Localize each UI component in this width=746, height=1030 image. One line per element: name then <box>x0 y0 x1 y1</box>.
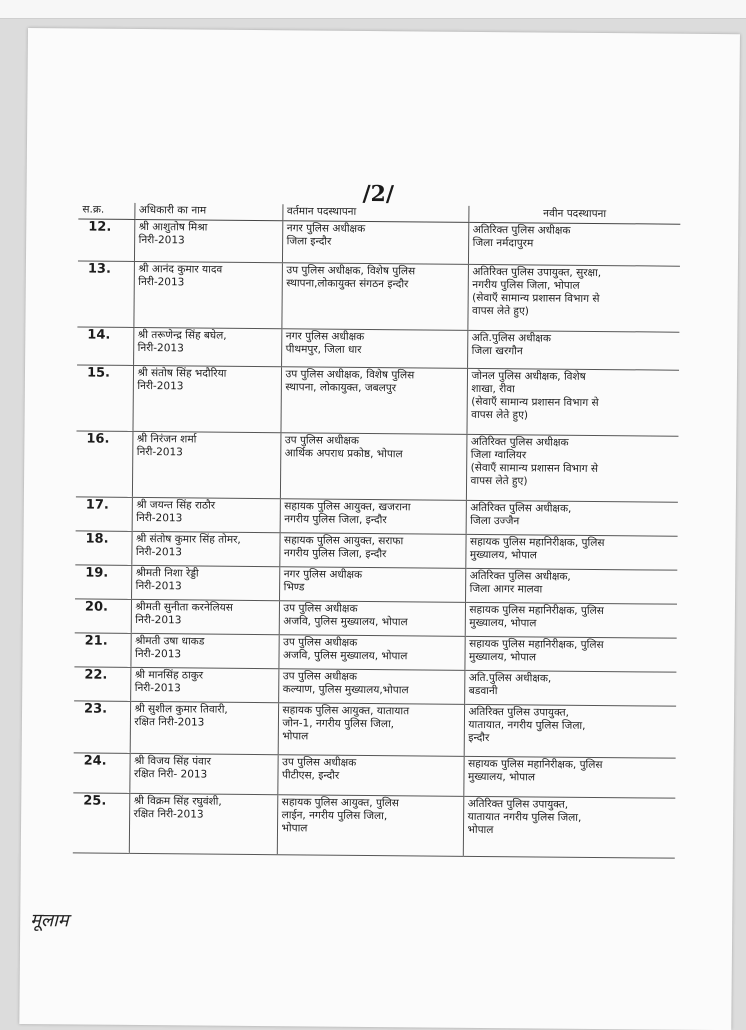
officer-name-cell <box>134 219 282 262</box>
officer-name-cell-line: रक्षित निरी- 2013 <box>133 767 208 781</box>
officer-name-cell-line: श्रीमती सुनीता करनेलियस <box>135 600 233 614</box>
new-posting-cell-line: अतिरिक्त पुलिस उपायुक्त, सुरक्षा, <box>472 265 602 280</box>
table-row <box>74 633 676 672</box>
serial-number-cell: 16. <box>76 431 133 497</box>
new-posting-cell-line: (सेवाएँ सामान्य प्रशासन विभाग से <box>471 395 599 409</box>
current-posting-cell <box>282 221 468 265</box>
new-posting-cell-line: सहायक पुलिस महानिरीक्षक, पुलिस <box>469 637 604 652</box>
document-page <box>19 28 740 1030</box>
current-posting-cell-line: कल्याण, पुलिस मुख्यालय,भोपाल <box>282 683 409 697</box>
new-posting-cell <box>468 222 680 266</box>
officer-name-cell-line: निरी-2013 <box>134 681 181 695</box>
current-posting-cell <box>279 601 465 637</box>
table-row <box>76 365 679 436</box>
table-row <box>75 531 677 570</box>
new-posting-cell-line: अतिरिक्त पुलिस अधीक्षक <box>472 223 571 237</box>
serial-number-cell: 18. <box>75 531 131 565</box>
officer-name-cell <box>130 701 278 754</box>
serial-number-cell: 12. <box>78 219 134 261</box>
header-new-posting: नवीन पदस्थापना <box>468 206 680 224</box>
new-posting-cell <box>463 796 676 858</box>
officer-name-cell-line: रक्षित निरी-2013 <box>133 807 204 821</box>
new-posting-cell-line: शाखा, रीवा <box>471 382 515 396</box>
current-posting-cell <box>280 499 466 535</box>
serial-number-cell: 20. <box>75 599 131 633</box>
table-row <box>73 793 676 858</box>
officer-name-cell-line: श्री सुशील कुमार तिवारी, <box>134 702 228 716</box>
current-posting-cell <box>278 703 464 757</box>
officer-name-cell-line: श्री संतोष कुमार सिंह तोमर, <box>135 532 241 546</box>
new-posting-cell-line: भोपाल <box>467 823 494 837</box>
new-posting-cell-line: अतिरिक्त पुलिस उपायुक्त, <box>468 705 570 719</box>
officer-name-cell <box>130 667 278 702</box>
officer-name-cell-line: निरी-2013 <box>135 545 183 559</box>
new-posting-cell <box>467 330 679 370</box>
officer-name-cell-line: रक्षित निरी-2013 <box>134 715 205 729</box>
current-posting-cell <box>281 329 467 369</box>
table-row <box>76 431 679 502</box>
new-posting-cell-line: अति.पुलिस अधीक्षक, <box>468 671 552 685</box>
new-posting-cell-line: यातायात, नगरीय पुलिस जिला, <box>468 718 586 732</box>
officer-name-cell-line: श्री तरूणेन्द्र सिंह बघेल, <box>137 328 227 342</box>
officer-name-cell-line: श्री जयन्त सिंह राठौर <box>136 498 216 512</box>
current-posting-cell-line: उप पुलिस अधीक्षक <box>284 434 360 447</box>
current-posting-cell <box>281 263 468 331</box>
current-posting-cell-line: उप पुलिस अधीक्षक <box>283 636 358 649</box>
officer-name-cell-line: निरी-2013 <box>136 445 183 459</box>
officer-name-cell <box>130 633 278 668</box>
officer-name-cell-line: श्री आशुतोष मिश्रा <box>138 220 208 234</box>
new-posting-cell <box>463 756 675 798</box>
transfer-table <box>73 202 681 858</box>
current-posting-cell <box>280 367 467 435</box>
current-posting-cell-line: पीथमपुर, जिला धार <box>285 343 362 356</box>
new-posting-cell-line: (सेवाएँ सामान्य प्रशासन विभाग से <box>470 461 599 475</box>
serial-number-cell: 25. <box>73 793 130 853</box>
officer-name-cell <box>133 327 281 366</box>
officer-name-cell-line: श्री मानसिंह ठाकुर <box>134 668 204 682</box>
new-posting-cell-line: जिला उज्जैन <box>470 514 520 528</box>
current-posting-cell-line: सहायक पुलिस आयुक्त, यातायात <box>282 704 410 718</box>
serial-number-cell: 23. <box>74 701 130 753</box>
officer-name-cell <box>131 599 279 634</box>
new-posting-cell <box>467 264 680 332</box>
current-posting-cell <box>279 567 465 603</box>
viewer-top-bar <box>0 0 746 19</box>
officer-name-cell <box>129 753 277 794</box>
serial-number-cell: 14. <box>77 327 133 365</box>
current-posting-cell-line: पीटीएस, इन्दौर <box>281 769 340 782</box>
new-posting-cell <box>465 602 677 638</box>
table-row <box>75 599 677 638</box>
current-posting-cell-line: नगरीय पुलिस जिला, इन्दौर <box>283 547 387 561</box>
current-posting-cell-line: नगरीय पुलिस जिला, इन्दौर <box>284 513 387 527</box>
officer-name-cell-line: श्री विजय सिंह पंवार <box>134 754 211 768</box>
current-posting-cell-line: अजवि, पुलिस मुख्यालय, भोपाल <box>283 615 408 629</box>
serial-number-cell: 17. <box>76 497 132 531</box>
current-posting-cell <box>280 433 467 501</box>
officer-name-cell-line: निरी-2013 <box>135 579 182 593</box>
current-posting-cell-line: उप पुलिस अधीक्षक <box>283 602 358 615</box>
new-posting-cell-line: सहायक पुलिस महानिरीक्षक, पुलिस <box>469 535 605 550</box>
current-posting-cell-line: उप पुलिस अधीक्षक <box>282 756 357 769</box>
new-posting-cell-line: (सेवाएँ सामान्य प्रशासन विभाग से <box>472 291 600 305</box>
current-posting-cell-line: उप पुलिस अधीक्षक <box>282 670 357 683</box>
header-current-posting: वर्तमान पदस्थापना <box>282 204 468 222</box>
current-posting-cell-line: भोपाल <box>282 730 309 743</box>
current-posting-cell-line: भिण्ड <box>283 581 305 594</box>
officer-name-cell-line: निरी-2013 <box>137 341 184 355</box>
current-posting-cell-line: नगर पुलिस अधीक्षक <box>285 330 365 343</box>
header-officer-name: अधिकारी का नाम <box>134 203 282 221</box>
current-posting-cell-line: जोन-1, नगरीय पुलिस जिला, <box>282 717 395 731</box>
new-posting-cell-line: मुख्यालय, भोपाल <box>467 770 536 784</box>
new-posting-cell <box>464 704 676 758</box>
officer-name-cell-line: निरी-2013 <box>135 613 182 627</box>
current-posting-cell-line: जिला इन्दौर <box>286 235 332 248</box>
table-row <box>77 327 679 370</box>
current-posting-cell-line: लाईन, नगरीय पुलिस जिला, <box>281 809 388 823</box>
current-posting-cell-line: सहायक पुलिस आयुक्त, खजराना <box>284 500 411 514</box>
officer-name-cell <box>131 565 279 600</box>
officer-name-cell-line: श्री आनंद कुमार यादव <box>138 262 223 276</box>
table-row <box>74 667 676 706</box>
officer-name-cell-line: निरी-2013 <box>138 233 185 247</box>
current-posting-cell-line: अजवि, पुलिस मुख्यालय, भोपाल <box>282 649 408 663</box>
serial-number-cell: 24. <box>73 753 129 793</box>
officer-name-cell-line: श्रीमती निशा रेड्डी <box>135 566 199 580</box>
officer-name-cell-line: निरी-2013 <box>138 275 185 289</box>
new-posting-cell-line: वापस लेते हुए) <box>471 304 529 318</box>
table-body <box>73 219 681 858</box>
new-posting-cell-line: मुख्यालय, भोपाल <box>468 650 537 664</box>
table-row <box>73 753 675 798</box>
officer-name-cell <box>129 793 278 854</box>
officer-name-cell-line: श्रीमती उषा धाकड <box>135 634 205 648</box>
current-posting-cell-line: उप पुलिस अधीक्षक, विशेष पुलिस <box>286 264 416 278</box>
current-posting-cell <box>277 755 463 797</box>
current-posting-cell-line: नगर पुलिस अधीक्षक <box>286 222 366 235</box>
new-posting-cell-line: नगरीय पुलिस जिला, भोपाल <box>472 278 580 292</box>
new-posting-cell-line: जोनल पुलिस अधीक्षक, विशेष <box>471 369 586 383</box>
serial-number-cell: 21. <box>74 633 130 667</box>
table-row <box>77 261 680 332</box>
current-posting-cell-line: आर्थिक अपराध प्रकोष्ठ, भोपाल <box>284 447 403 461</box>
table-row <box>74 701 676 758</box>
serial-number-cell: 19. <box>75 565 131 599</box>
signature: मूलाम <box>30 910 69 932</box>
officer-name-cell <box>132 365 281 432</box>
current-posting-cell <box>278 669 464 705</box>
current-posting-cell-line: सहायक पुलिस आयुक्त, पुलिस <box>281 796 399 810</box>
officer-name-cell <box>133 261 282 328</box>
header-serial: स.क्र. <box>78 202 134 219</box>
officer-name-cell <box>132 497 280 532</box>
current-posting-cell-line: स्थापना, लोकायुक्त, जबलपुर <box>285 381 397 395</box>
current-posting-cell <box>277 795 464 857</box>
transfer-table-container <box>73 202 681 858</box>
new-posting-cell-line: अतिरिक्त पुलिस अधीक्षक, <box>470 501 572 515</box>
new-posting-cell-line: अतिरिक्त पुलिस उपायुक्त, <box>467 797 569 811</box>
new-posting-cell <box>465 534 677 570</box>
new-posting-cell-line: यातायात नगरीय पुलिस जिला, <box>467 810 582 824</box>
new-posting-cell <box>466 500 678 536</box>
current-posting-cell-line: भोपाल <box>281 822 308 835</box>
new-posting-cell-line: इन्दौर <box>468 731 490 745</box>
new-posting-cell <box>466 368 679 436</box>
new-posting-cell-line: अतिरिक्त पुलिस अधीक्षक <box>470 435 569 449</box>
current-posting-cell-line: उप पुलिस अधीक्षक, विशेष पुलिस <box>285 368 415 382</box>
table-row <box>76 497 678 536</box>
officer-name-cell-line: श्री विक्रम सिंह रघुवंशी, <box>133 794 222 808</box>
table-row <box>75 565 677 604</box>
current-posting-cell <box>278 635 464 671</box>
new-posting-cell-line: मुख्यालय, भोपाल <box>469 616 537 630</box>
serial-number-cell: 13. <box>77 261 134 327</box>
new-posting-cell-line: सहायक पुलिस महानिरीक्षक, पुलिस <box>469 603 604 618</box>
new-posting-cell <box>465 568 677 604</box>
current-posting-cell-line: स्थापना,लोकायुक्त संगठन इन्दौर <box>286 277 409 291</box>
new-posting-cell-line: वापस लेते हुए) <box>471 408 529 422</box>
officer-name-cell-line: निरी-2013 <box>134 647 182 661</box>
new-posting-cell-line: मुख्यालय, भोपाल <box>469 548 538 562</box>
officer-name-cell <box>132 431 281 498</box>
new-posting-cell-line: अति.पुलिस अधीक्षक <box>471 331 551 345</box>
new-posting-cell-line: जिला नर्मदापुरम <box>472 236 534 250</box>
new-posting-cell-line: सहायक पुलिस महानिरीक्षक, पुलिस <box>468 757 603 772</box>
new-posting-cell-line: अतिरिक्त पुलिस अधीक्षक, <box>469 569 571 583</box>
new-posting-cell-line: जिला आगर मालवा <box>469 582 543 596</box>
table-row <box>78 219 680 266</box>
officer-name-cell-line: निरी-2013 <box>136 511 183 525</box>
officer-name-cell <box>131 531 279 566</box>
current-posting-cell-line: सहायक पुलिस आयुक्त, सराफा <box>283 534 404 548</box>
current-posting-cell <box>279 533 465 569</box>
new-posting-cell-line: वापस लेते हुए) <box>470 474 528 488</box>
new-posting-cell-line: बडवानी <box>468 684 498 698</box>
page-number: /2/ <box>362 180 395 208</box>
serial-number-cell: 22. <box>74 667 130 701</box>
new-posting-cell <box>466 434 679 502</box>
new-posting-cell-line: जिला ग्वालियर <box>470 448 527 462</box>
new-posting-cell <box>464 636 676 672</box>
officer-name-cell-line: निरी-2013 <box>137 379 184 393</box>
new-posting-cell-line: जिला खरगौन <box>471 344 523 358</box>
officer-name-cell-line: श्री संतोष सिंह भदौरिया <box>137 366 227 380</box>
current-posting-cell-line: नगर पुलिस अधीक्षक <box>283 568 363 581</box>
new-posting-cell <box>464 670 676 706</box>
serial-number-cell: 15. <box>76 365 133 431</box>
officer-name-cell-line: श्री निरंजन शर्मा <box>136 432 197 446</box>
